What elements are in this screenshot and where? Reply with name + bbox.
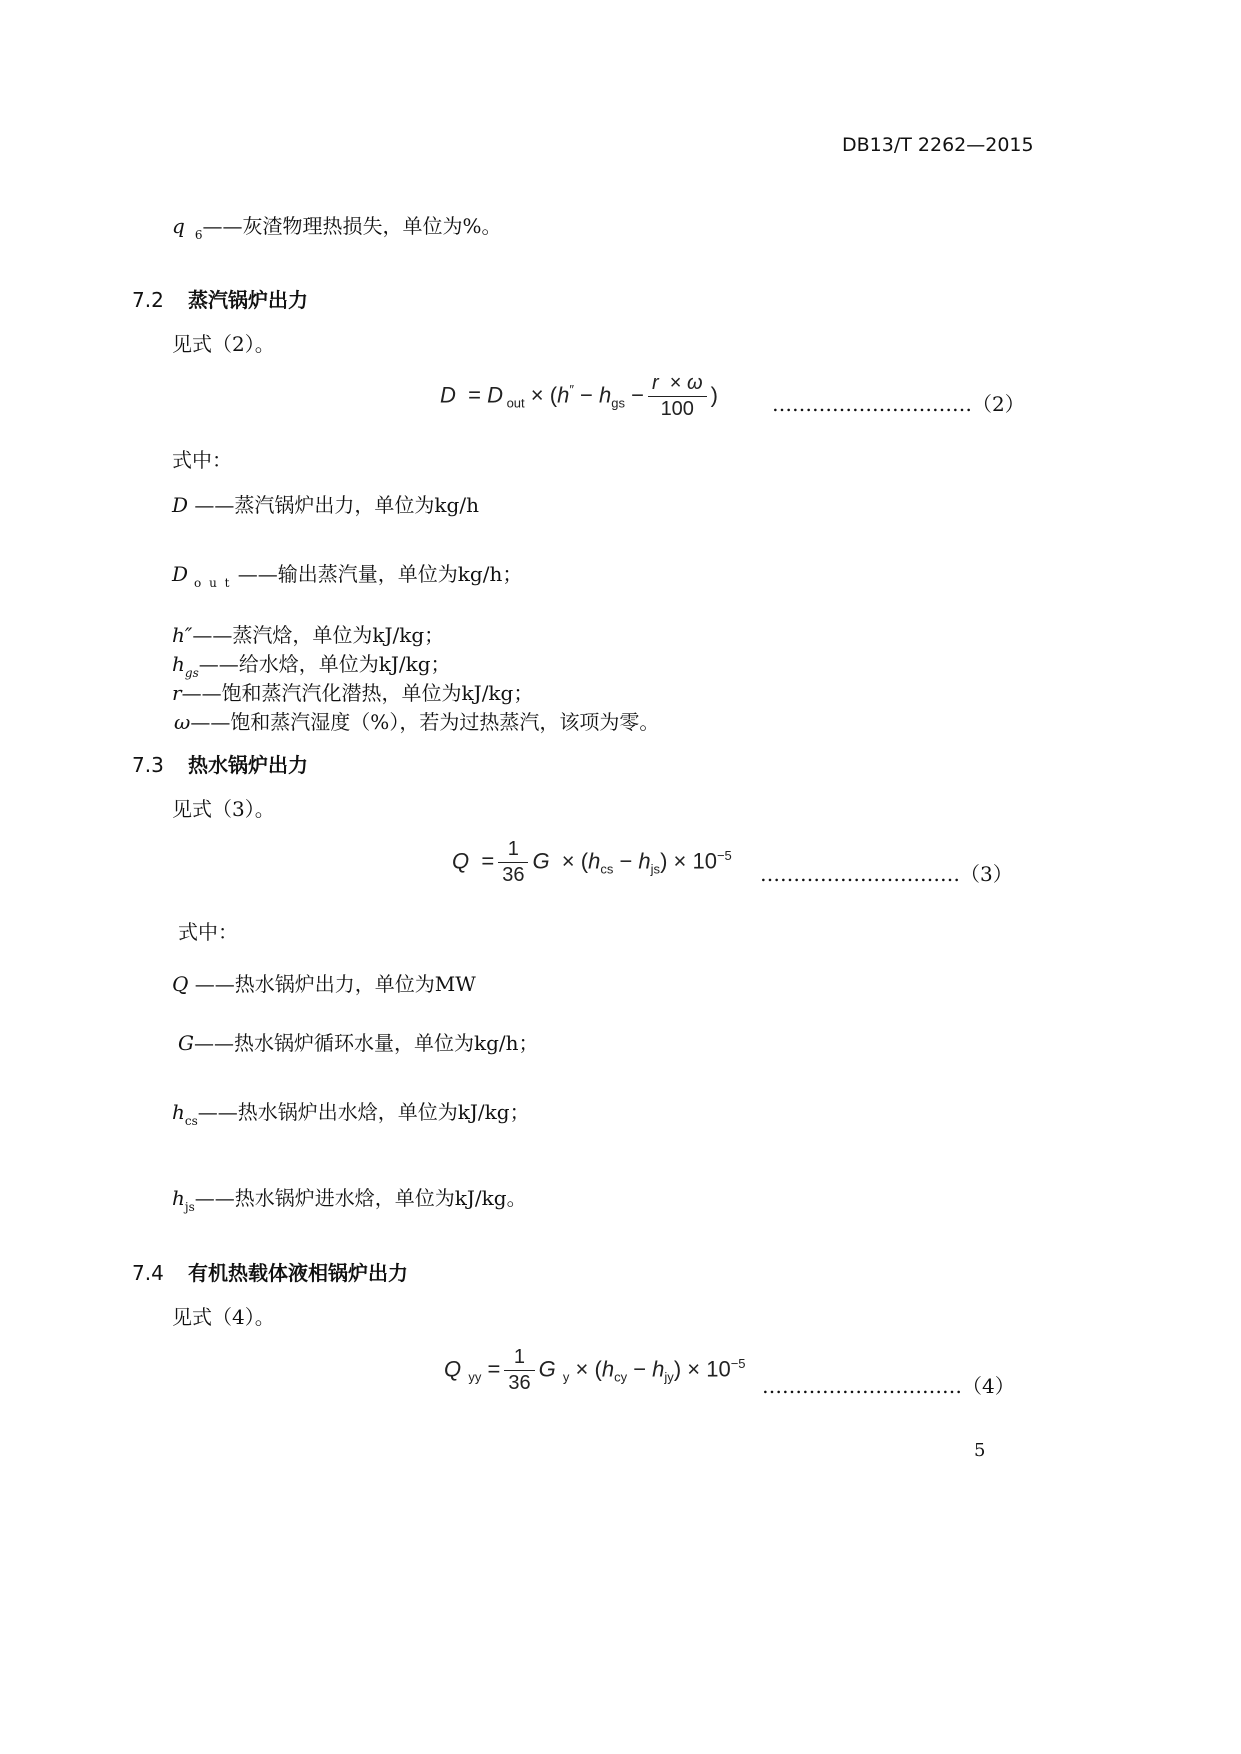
variable-subscript: cs xyxy=(184,1114,198,1128)
definition-Q xyxy=(172,968,476,997)
page-number: 5 xyxy=(974,1440,986,1461)
definition-h-cs xyxy=(172,1096,530,1128)
definition-r xyxy=(172,677,533,706)
definition-h-gs xyxy=(172,648,451,680)
section-number: 7.4 xyxy=(132,1261,164,1285)
variable: D xyxy=(172,493,189,517)
variable: h xyxy=(172,1100,185,1124)
definition-text: ——给水焓，单位为kJ/kg； xyxy=(198,652,451,676)
where-label: 式中： xyxy=(178,920,238,944)
equation-reference: 见式（2）。 xyxy=(172,332,275,356)
variable-subscript: gs xyxy=(184,666,199,680)
section-heading-7-2 xyxy=(132,284,308,313)
formula-3: Q = $\frac{1}{36}$ $G \times (h_{cs} - h_{js}) \times 10^{-5}$ xyxy=(452,838,732,886)
section-heading-7-3 xyxy=(132,749,308,778)
variable-q: q xyxy=(172,214,185,238)
definition-D xyxy=(172,489,479,518)
equation-number-2: …………………………（2） xyxy=(772,392,1025,416)
section-heading-7-4 xyxy=(132,1257,408,1286)
formula-4: Q $_{yy}$ = $\frac{1}{36}$ G $_y \times (h_{cy} - h_{jy}) \times 10^{-5}$ xyxy=(444,1346,746,1394)
definition-h-js xyxy=(172,1182,527,1214)
variable-subscript: 6 xyxy=(194,228,203,242)
definition-text: ——热水锅炉出力，单位为MW xyxy=(188,972,476,996)
equation-number-4: …………………………（4） xyxy=(762,1374,1015,1398)
variable: h xyxy=(172,652,185,676)
section-title: 有机热载体液相锅炉出力 xyxy=(188,1261,408,1285)
definition-text: ——热水锅炉进水焓，单位为kJ/kg。 xyxy=(194,1186,527,1210)
variable: D xyxy=(172,562,189,586)
definition-h-double-prime xyxy=(172,619,444,648)
variable: G xyxy=(178,1031,194,1055)
definition-text: ——蒸汽焓，单位为kJ/kg； xyxy=(192,623,445,647)
definition-text: ——灰渣物理热损失，单位为%。 xyxy=(202,214,502,238)
definition-text: ——热水锅炉循环水量，单位为kg/h； xyxy=(193,1031,539,1055)
section-title: 热水锅炉出力 xyxy=(188,753,308,777)
equation-reference: 见式（4）。 xyxy=(172,1305,275,1329)
variable-subscript: o u t xyxy=(194,576,232,590)
definition-q6 xyxy=(172,210,501,242)
section-number: 7.2 xyxy=(132,288,164,312)
definition-D-out xyxy=(172,558,522,590)
definition-omega xyxy=(174,706,659,735)
definition-G xyxy=(178,1027,539,1056)
definition-text: ——蒸汽锅炉出力，单位为kg/h xyxy=(188,493,479,517)
definition-text: ——饱和蒸汽湿度（%），若为过热蒸汽，该项为零。 xyxy=(190,710,660,734)
definition-text: ——饱和蒸汽汽化潜热，单位为kJ/kg； xyxy=(181,681,534,705)
variable: h″ xyxy=(172,623,193,647)
equation-number-3: …………………………（3） xyxy=(760,862,1013,886)
variable: Q xyxy=(172,972,189,996)
where-label: 式中： xyxy=(172,448,232,472)
document-id: DB13/T 2262—2015 xyxy=(842,134,1034,156)
equation-reference: 见式（3）。 xyxy=(172,797,275,821)
variable-subscript: js xyxy=(184,1200,195,1214)
section-number: 7.3 xyxy=(132,753,164,777)
variable: h xyxy=(172,1186,185,1210)
variable: ω xyxy=(174,710,191,734)
definition-text: ——输出蒸汽量，单位为kg/h； xyxy=(231,562,523,586)
section-title: 蒸汽锅炉出力 xyxy=(188,288,308,312)
formula-2: D = D $_{out} \times (h'' - h_{gs}$ − $\frac{r \times \omega}{100}$ ) xyxy=(440,372,718,420)
variable: r xyxy=(172,681,182,705)
definition-text: ——热水锅炉出水焓，单位为kJ/kg； xyxy=(197,1100,530,1124)
